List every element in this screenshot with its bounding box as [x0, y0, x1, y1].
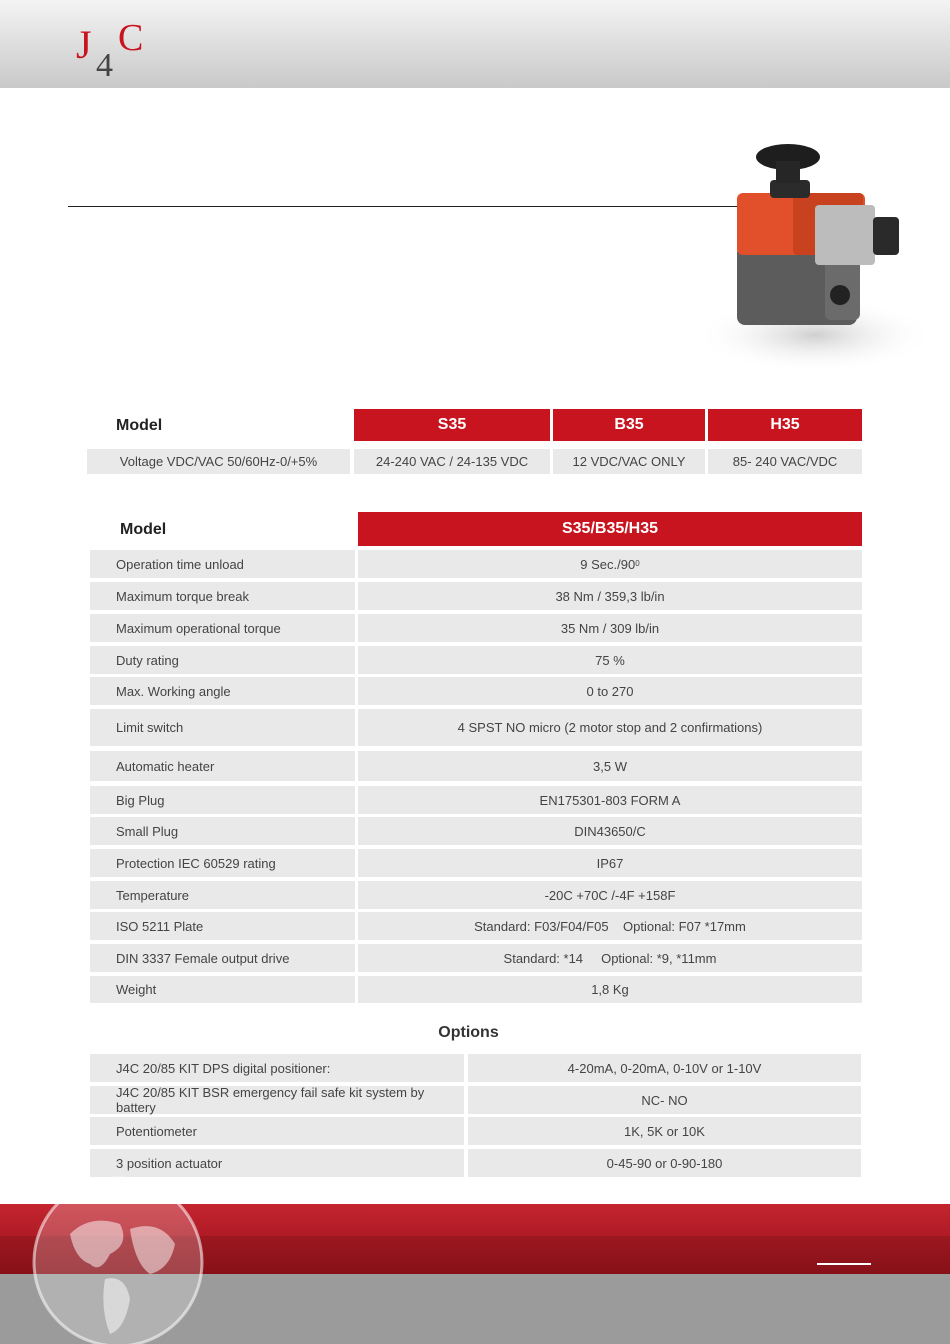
j4c-logo [74, 16, 154, 78]
voltage-table-model-label: Model [116, 417, 163, 434]
spec-label-protection: Protection IEC 60529 rating [90, 849, 355, 877]
spec-label-iso-plate: ISO 5211 Plate [90, 912, 355, 940]
actuator-product-image [675, 135, 937, 375]
option-value-potentiometer: 1K, 5K or 10K [468, 1117, 861, 1145]
voltage-value-h35: 85- 240 VAC/VDC [708, 449, 862, 474]
voltage-value-b35: 12 VDC/VAC ONLY [553, 449, 705, 474]
spec-value-protection: IP67 [358, 849, 862, 877]
column-header-h35: H35 [708, 409, 862, 441]
spec-label-operation-time: Operation time unload [90, 550, 355, 578]
spec-value-limit-switch: 4 SPST NO micro (2 motor stop and 2 confirmations) [358, 709, 862, 746]
column-header-b35: B35 [553, 409, 705, 441]
svg-text:4: 4 [96, 47, 113, 78]
option-value-3-position: 0-45-90 or 0-90-180 [468, 1149, 861, 1177]
option-value-bsr-fail-safe: NC- NO [468, 1086, 861, 1114]
spec-value-temperature: -20C +70C /-4F +158F [358, 881, 862, 909]
spec-label-working-angle: Max. Working angle [90, 677, 355, 705]
spec-label-max-torque-break: Maximum torque break [90, 582, 355, 610]
spec-label-din-output-drive: DIN 3337 Female output drive [90, 944, 355, 972]
footer-accent-line [817, 1263, 871, 1265]
spec-value-max-torque-break: 38 Nm / 359,3 lb/in [358, 582, 862, 610]
spec-value-operation-time: 9 Sec./90 0 [358, 550, 862, 578]
voltage-value-s35: 24-240 VAC / 24-135 VDC [354, 449, 550, 474]
globe-icon [30, 1174, 206, 1344]
spec-table-model-label: Model [120, 521, 167, 538]
spec-label-automatic-heater: Automatic heater [90, 751, 355, 781]
spec-value-max-operational-torque: 35 Nm / 309 lb/in [358, 614, 862, 642]
option-label-potentiometer: Potentiometer [90, 1117, 464, 1145]
spec-value-weight: 1,8 Kg [358, 976, 862, 1003]
spec-label-weight: Weight [90, 976, 355, 1003]
spec-value-big-plug: EN175301-803 FORM A [358, 786, 862, 814]
spec-value-duty-rating: 75 % [358, 646, 862, 674]
page-header [0, 0, 950, 88]
option-label-bsr-fail-safe: J4C 20/85 KIT BSR emergency fail safe kit system by battery [90, 1086, 464, 1114]
svg-text:J: J [76, 22, 92, 67]
title-rule [68, 206, 748, 207]
option-value-dps-positioner: 4-20mA, 0-20mA, 0-10V or 1-10V [468, 1054, 861, 1082]
options-title: Options [438, 1024, 499, 1041]
spec-value-iso-plate: Standard: F03/F04/F05 Optional: F07 *17mm [358, 912, 862, 940]
spec-label-temperature: Temperature [90, 881, 355, 909]
column-header-s35: S35 [354, 409, 550, 441]
svg-text:C: C [118, 17, 144, 59]
option-label-dps-positioner: J4C 20/85 KIT DPS digital positioner: [90, 1054, 464, 1082]
spec-value-working-angle: 0 to 270 [358, 677, 862, 705]
spec-value-din-output-drive: Standard: *14 Optional: *9, *11mm [358, 944, 862, 972]
voltage-row-label: Voltage VDC/VAC 50/60Hz-0/+5% [87, 449, 350, 474]
spec-label-duty-rating: Duty rating [90, 646, 355, 674]
spec-table-column-header: S35/B35/H35 [358, 512, 862, 546]
spec-label-small-plug: Small Plug [90, 817, 355, 845]
spec-label-limit-switch: Limit switch [90, 709, 355, 746]
spec-value-automatic-heater: 3,5 W [358, 751, 862, 781]
option-label-3-position: 3 position actuator [90, 1149, 464, 1177]
spec-label-big-plug: Big Plug [90, 786, 355, 814]
spec-value-small-plug: DIN43650/C [358, 817, 862, 845]
spec-label-max-operational-torque: Maximum operational torque [90, 614, 355, 642]
